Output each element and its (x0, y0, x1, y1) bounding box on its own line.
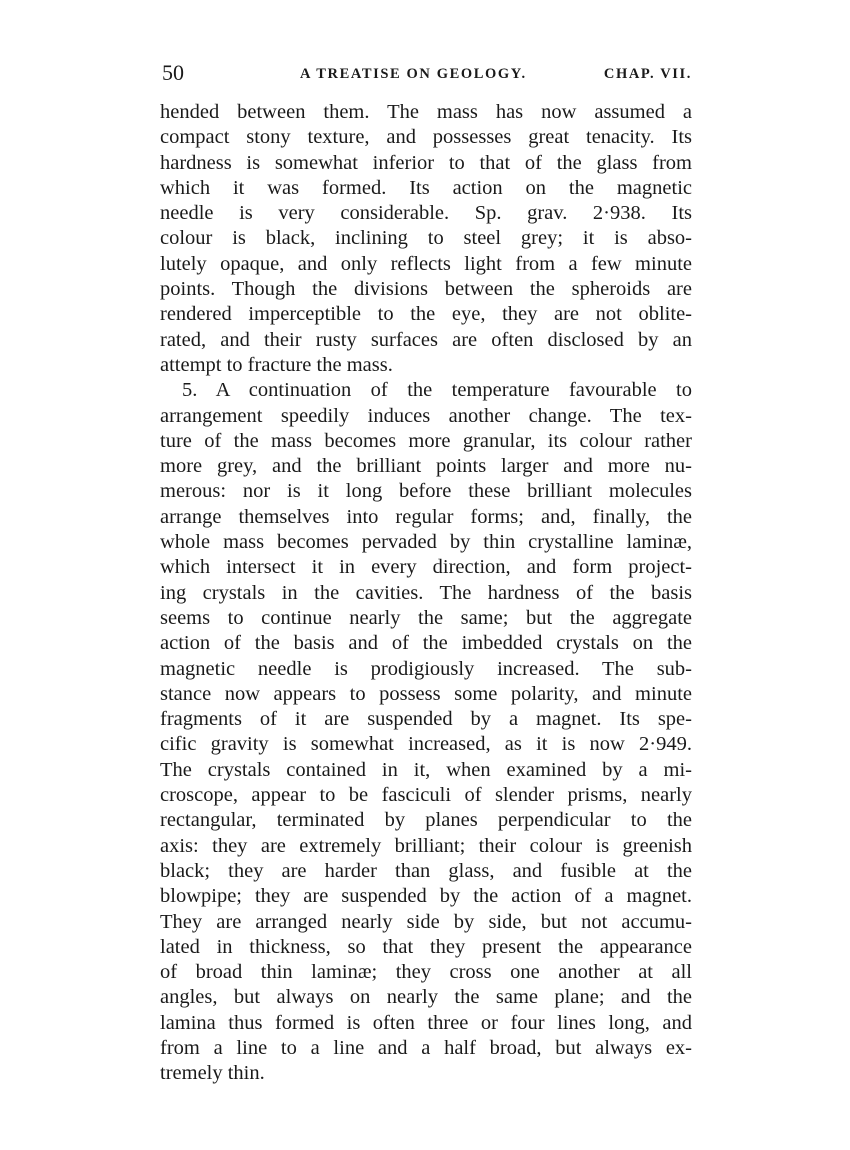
text-line: rectangular, terminated by planes perpendicular to the (160, 809, 692, 832)
body-text (160, 100, 692, 1087)
running-title: A TREATISE ON GEOLOGY. (300, 66, 527, 82)
text-line: from a line to a line and a half broad, but always ex- (160, 1036, 692, 1059)
text-line: The crystals contained in it, when examined by a mi- (160, 758, 692, 781)
text-line: arrangement speedily induces another change. The tex- (160, 404, 692, 427)
text-line: of broad thin laminæ; they cross one another at all (160, 961, 692, 984)
text-line: axis: they are extremely brilliant; their colour is greenish (160, 834, 692, 857)
paragraph-start-line: 5. A continuation of the temperature favourable to (182, 379, 692, 402)
text-line: fragments of it are suspended by a magnet. Its spe- (160, 708, 692, 731)
running-head (160, 60, 692, 92)
text-line: which intersect it in every direction, and form project- (160, 556, 692, 579)
text-line: They are arranged nearly side by side, but not accumu- (160, 910, 692, 933)
text-line: whole mass becomes pervaded by thin crystalline laminæ, (160, 531, 692, 554)
text-line: cific gravity is somewhat increased, as it is now 2·949. (160, 733, 692, 756)
text-line: which it was formed. Its action on the magnetic (160, 176, 692, 199)
text-line: ture of the mass becomes more granular, its colour rather (160, 429, 692, 452)
text-line: needle is very considerable. Sp. grav. 2·938. Its (160, 202, 692, 225)
text-line: angles, but always on nearly the same plane; and the (160, 986, 692, 1009)
text-line: colour is black, inclining to steel grey; it is abso- (160, 227, 692, 250)
text-line: hended between them. The mass has now assumed a (160, 101, 692, 123)
text-line: lutely opaque, and only reflects light from a few minute (160, 252, 692, 275)
text-line: stance now appears to possess some polarity, and minute (160, 682, 692, 705)
text-line: blowpipe; they are suspended by the action of a magnet. (160, 885, 692, 908)
text-line: magnetic needle is prodigiously increased. The sub- (160, 657, 692, 680)
book-page (160, 60, 692, 1087)
text-line: rendered imperceptible to the eye, they are not oblite- (160, 303, 692, 326)
text-line: compact stony texture, and possesses great tenacity. Its (160, 126, 692, 149)
chapter-label: CHAP. VII. (603, 66, 692, 82)
text-line: more grey, and the brilliant points larger and more nu- (160, 455, 692, 478)
paragraph-end-line: attempt to fracture the mass. (160, 353, 393, 376)
text-line: croscope, appear to be fasciculi of slender prisms, nearly (160, 784, 692, 807)
paragraph-end-line: tremely thin. (160, 1062, 265, 1085)
text-line: seems to continue nearly the same; but the aggregate (160, 606, 692, 629)
page-number: 50 (162, 60, 184, 85)
text-line: lated in thickness, so that they present the appearance (160, 935, 692, 958)
text-line: action of the basis and of the imbedded crystals on the (160, 632, 692, 655)
text-line: lamina thus formed is often three or four lines long, and (160, 1011, 692, 1034)
text-line: ing crystals in the cavities. The hardness of the basis (160, 581, 692, 604)
text-line: rated, and their rusty surfaces are often disclosed by an (160, 328, 692, 351)
text-line: hardness is somewhat inferior to that of the glass from (160, 151, 692, 174)
text-line: black; they are harder than glass, and fusible at the (160, 859, 692, 882)
text-line: arrange themselves into regular forms; and, finally, the (160, 505, 692, 528)
text-line: merous: nor is it long before these brilliant molecules (160, 480, 692, 503)
text-line: points. Though the divisions between the spheroids are (160, 278, 692, 301)
